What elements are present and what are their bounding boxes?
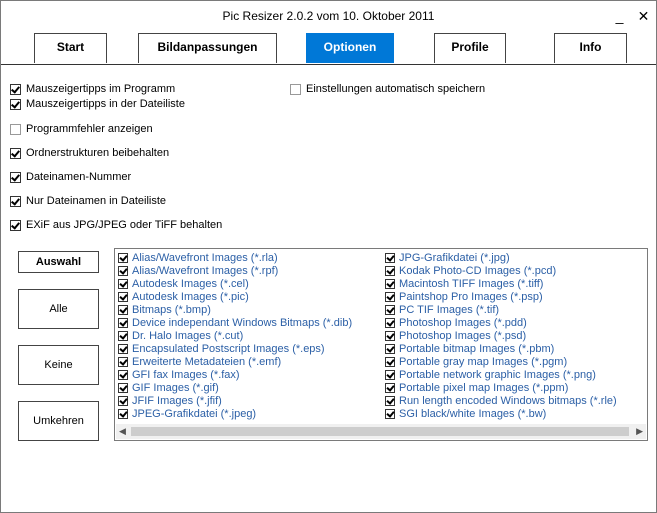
check-icon[interactable] <box>118 331 128 341</box>
list-item[interactable] <box>118 329 352 342</box>
check-icon[interactable] <box>118 357 128 367</box>
arrow-right-icon[interactable]: ▶ <box>636 426 643 436</box>
checkbox[interactable] <box>10 172 21 183</box>
list-item[interactable] <box>385 381 617 394</box>
check-icon[interactable] <box>118 383 128 393</box>
minimize-button[interactable]: _ <box>615 8 624 24</box>
list-item[interactable] <box>118 394 352 407</box>
format-label: Run length encoded Windows bitmaps (*.rle) <box>399 394 617 407</box>
format-label: Encapsulated Postscript Images (*.eps) <box>132 342 325 355</box>
check-icon[interactable] <box>385 331 395 341</box>
tab-bildanpassungen[interactable]: Bildanpassungen <box>138 33 277 63</box>
check-icon[interactable] <box>118 292 128 302</box>
option-programmfehler[interactable] <box>10 123 153 135</box>
checkbox[interactable] <box>10 124 21 135</box>
format-label: Portable network graphic Images (*.png) <box>399 368 596 381</box>
option-label: Mauszeigertipps in der Dateiliste <box>26 98 185 110</box>
list-item[interactable] <box>385 251 617 264</box>
check-icon[interactable] <box>385 344 395 354</box>
checkbox[interactable] <box>10 196 21 207</box>
option-label: Einstellungen automatisch speichern <box>306 83 486 95</box>
format-label: Erweiterte Metadateien (*.emf) <box>132 355 282 368</box>
format-label: GFI fax Images (*.fax) <box>132 368 240 381</box>
option-einstellungen-speichern[interactable] <box>290 83 485 95</box>
list-item[interactable] <box>118 277 352 290</box>
check-icon[interactable] <box>118 409 128 419</box>
format-label: Photoshop Images (*.pdd) <box>399 316 527 329</box>
format-label: Photoshop Images (*.psd) <box>399 329 527 342</box>
list-item[interactable] <box>118 290 352 303</box>
checkbox[interactable] <box>10 84 21 95</box>
check-icon[interactable] <box>385 383 395 393</box>
option-nur-dateinamen[interactable] <box>10 195 166 207</box>
check-icon[interactable] <box>385 318 395 328</box>
tab-info[interactable]: Info <box>554 33 627 63</box>
checkbox[interactable] <box>10 220 21 231</box>
auswahl-button[interactable]: Auswahl <box>18 251 99 273</box>
list-item[interactable] <box>385 342 617 355</box>
check-icon[interactable] <box>385 357 395 367</box>
checkbox[interactable] <box>290 84 301 95</box>
check-icon[interactable] <box>118 370 128 380</box>
format-label: PC TIF Images (*.tif) <box>399 303 500 316</box>
format-label: Device independant Windows Bitmaps (*.dib) <box>132 316 353 329</box>
check-icon[interactable] <box>385 292 395 302</box>
list-item[interactable] <box>118 264 352 277</box>
option-dateinamen-nummer[interactable] <box>10 171 131 183</box>
option-label: Dateinamen-Nummer <box>26 171 132 183</box>
format-label: JPG-Grafikdatei (*.jpg) <box>399 251 510 264</box>
format-label: SGI black/white Images (*.bw) <box>399 407 547 420</box>
tab-profile[interactable]: Profile <box>434 33 506 63</box>
list-item[interactable] <box>118 368 352 381</box>
option-ordnerstrukturen[interactable] <box>10 147 169 159</box>
keine-button[interactable]: Keine <box>18 345 99 385</box>
format-label: Bitmaps (*.bmp) <box>132 303 211 316</box>
format-label: GIF Images (*.gif) <box>132 381 219 394</box>
check-icon[interactable] <box>118 396 128 406</box>
horizontal-scrollbar[interactable] <box>116 424 646 439</box>
title-bar <box>1 1 656 31</box>
check-icon[interactable] <box>118 266 128 276</box>
alle-button[interactable]: Alle <box>18 289 99 329</box>
option-mauszeigertipps-programm[interactable] <box>10 83 175 95</box>
check-icon[interactable] <box>385 305 395 315</box>
format-list[interactable] <box>114 248 648 441</box>
check-icon[interactable] <box>118 344 128 354</box>
format-label: Autodesk Images (*.pic) <box>132 290 249 303</box>
option-exif-behalten[interactable] <box>10 219 222 231</box>
list-item[interactable] <box>118 407 352 420</box>
list-item[interactable] <box>118 355 352 368</box>
checkbox[interactable] <box>10 148 21 159</box>
format-label: Dr. Halo Images (*.cut) <box>132 329 244 342</box>
format-label: Kodak Photo-CD Images (*.pcd) <box>399 264 557 277</box>
option-label: EXiF aus JPG/JPEG oder TiFF behalten <box>26 219 223 231</box>
check-icon[interactable] <box>118 318 128 328</box>
check-icon[interactable] <box>385 253 395 263</box>
umkehren-button[interactable]: Umkehren <box>18 401 99 441</box>
check-icon[interactable] <box>385 409 395 419</box>
check-icon[interactable] <box>118 305 128 315</box>
format-label: Portable gray map Images (*.pgm) <box>399 355 568 368</box>
list-item[interactable] <box>385 277 617 290</box>
option-mauszeigertipps-dateiliste[interactable] <box>10 98 185 110</box>
list-item[interactable] <box>385 394 617 407</box>
option-label: Mauszeigertipps im Programm <box>26 83 176 95</box>
list-item[interactable] <box>385 303 617 316</box>
format-label: Paintshop Pro Images (*.psp) <box>399 290 543 303</box>
list-item[interactable] <box>385 368 617 381</box>
check-icon[interactable] <box>118 253 128 263</box>
format-label: Macintosh TIFF Images (*.tiff) <box>399 277 544 290</box>
list-item[interactable] <box>118 303 352 316</box>
format-label: Autodesk Images (*.cel) <box>132 277 249 290</box>
check-icon[interactable] <box>385 396 395 406</box>
tab-start[interactable]: Start <box>34 33 107 63</box>
list-item[interactable] <box>385 264 617 277</box>
tab-optionen[interactable]: Optionen <box>306 33 394 63</box>
check-icon[interactable] <box>385 266 395 276</box>
window-title: Pic Resizer 2.0.2 vom 10. Oktober 2011 <box>222 9 435 23</box>
list-item[interactable] <box>118 316 352 329</box>
check-icon[interactable] <box>118 279 128 289</box>
checkbox[interactable] <box>10 99 21 110</box>
format-column-right <box>385 251 617 420</box>
close-button[interactable]: ✕ <box>637 8 650 24</box>
list-item[interactable] <box>118 381 352 394</box>
list-item[interactable] <box>385 407 617 420</box>
list-item[interactable] <box>118 251 352 264</box>
scrollbar-thumb[interactable] <box>131 427 629 436</box>
arrow-left-icon[interactable]: ◀ <box>119 426 126 436</box>
format-label: Alias/Wavefront Images (*.rla) <box>132 251 278 264</box>
option-label: Ordnerstrukturen beibehalten <box>26 147 170 159</box>
format-label: Alias/Wavefront Images (*.rpf) <box>132 264 279 277</box>
format-column-left <box>118 251 352 420</box>
list-item[interactable] <box>385 355 617 368</box>
option-label: Programmfehler anzeigen <box>26 123 153 135</box>
format-label: JPEG-Grafikdatei (*.jpeg) <box>132 407 257 420</box>
list-item[interactable] <box>385 316 617 329</box>
tab-bar <box>1 31 656 65</box>
list-item[interactable] <box>385 290 617 303</box>
format-label: Portable bitmap Images (*.pbm) <box>399 342 555 355</box>
check-icon[interactable] <box>385 370 395 380</box>
option-label: Nur Dateinamen in Dateiliste <box>26 195 167 207</box>
list-item[interactable] <box>118 342 352 355</box>
check-icon[interactable] <box>385 279 395 289</box>
list-item[interactable] <box>385 329 617 342</box>
format-label: Portable pixel map Images (*.ppm) <box>399 381 569 394</box>
format-label: JFIF Images (*.jfif) <box>132 394 222 407</box>
